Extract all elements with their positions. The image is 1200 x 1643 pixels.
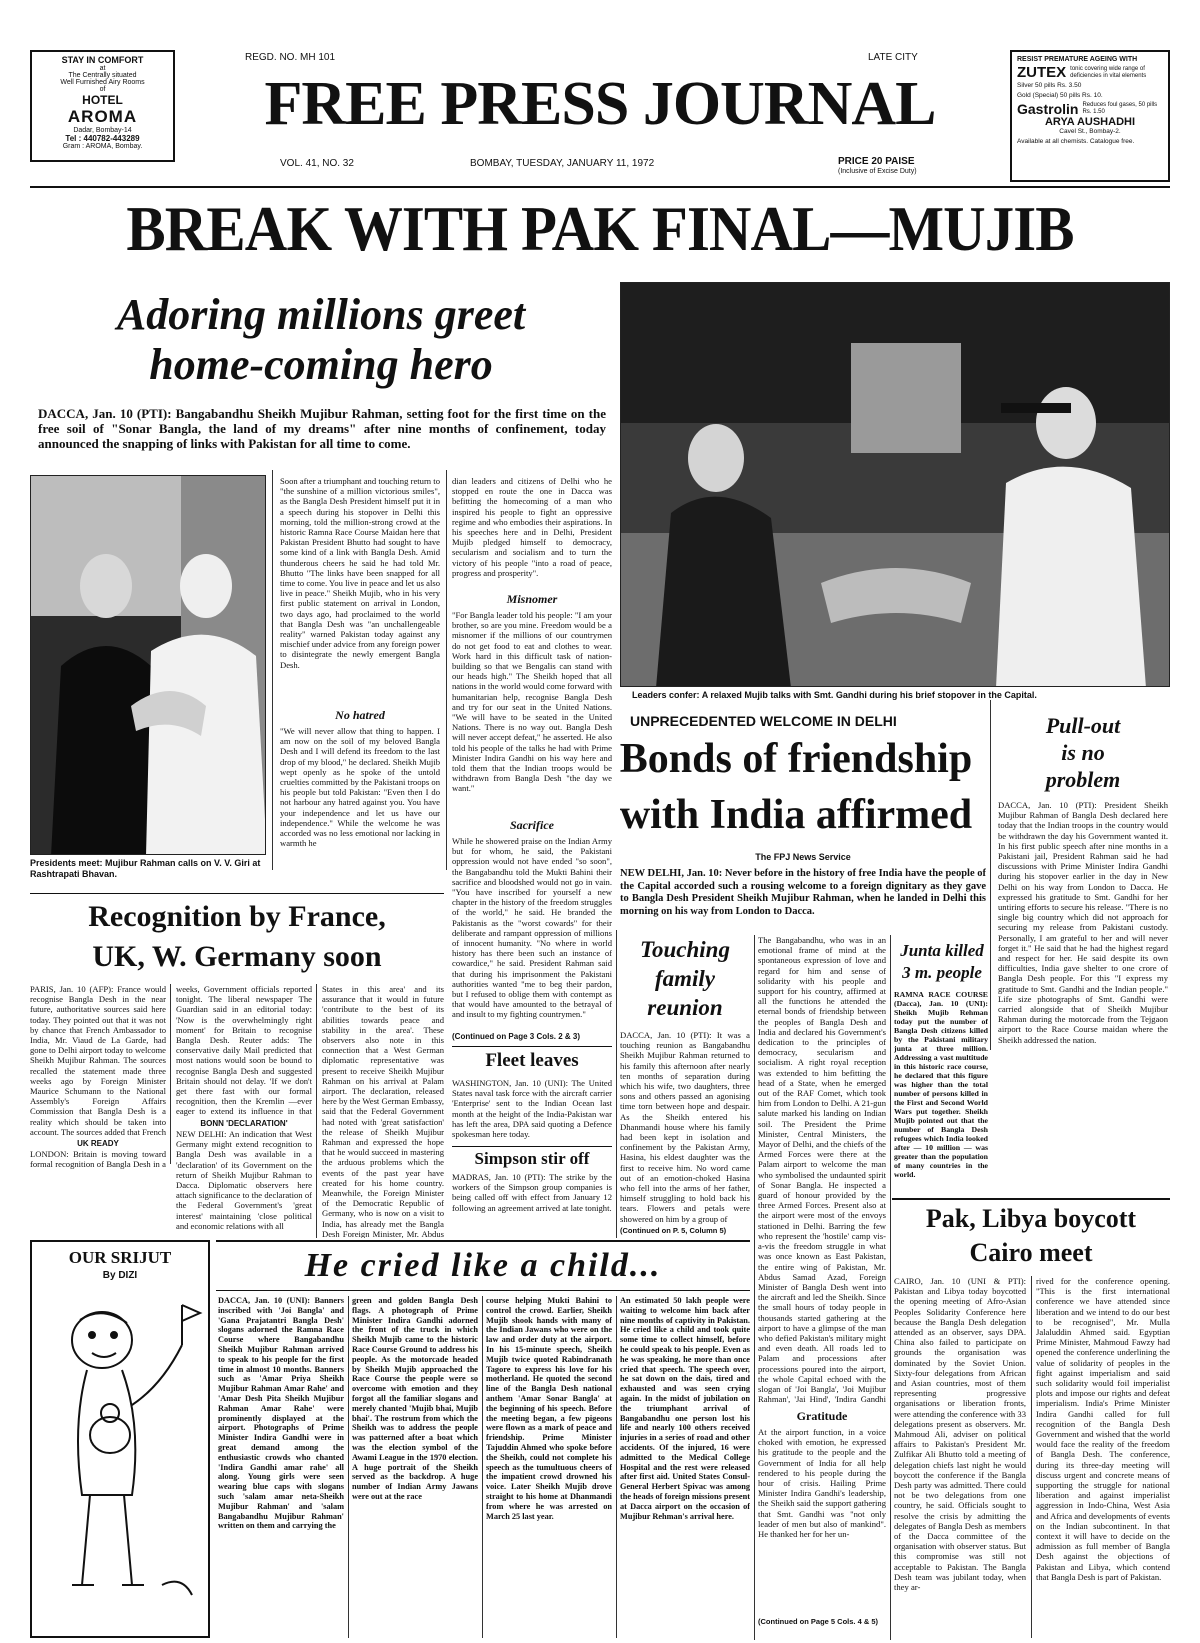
- column-rule: [348, 1296, 349, 1638]
- pullout-body: DACCA, Jan. 10 (PTI): President Sheikh Mujibur Rahman of Bangla Desh declared here today that the Indian troops in the country would be withdrawn the day his Government wanted it. In his first public speech after nine months in a Pakistani jail, President Rahman said he had discussions with Prime Minister Indira Gandhi during his stopover earlier in the day in New Delhi on his way from London to Dacca. He expressed his gratitude to Smt. Gandhi for her untiring efforts to secure his release. "There is no single big country which did not approach for securing my release from Pakistani custody. Personally, I am grateful to her and will never forget it." He said that he had the highest regard and respect for her. He said despite its own difficulties, India gave shelter to one crore of Bangla Desh people. For this "I express my gratitude to Smt. Gandhi and the Indian people." Life size photographs of Smt. Gandhi were carried alongside that of Sheikh Mujibur Rahman during the motorcade from the Tejgaon airport to the Race Course maidan where the Sheikh addressed the nation.: [998, 800, 1168, 1045]
- pullout-headline-line: problem: [1045, 767, 1121, 792]
- column-rule: [482, 1296, 483, 1638]
- section-rule: [216, 1240, 750, 1242]
- edition-label: LATE CITY: [868, 52, 918, 63]
- srijut-cartoon-figure: [32, 1285, 208, 1625]
- lead-body: "For Bangla leader told his people: "I am your brother, so are you mine. Freedom would be a misnomer if the millions of our countrymen do not get food to eat and clothes to wear. Work hard in this difficult task of nation-building so that we Bengalis can stand with our heads high." The Sheikh hoped that all nations in the world would come forward with humanitarian help, recognise Bangla Desh and try for our seat in the United Nations. "We will have to be seated in the United Nations. There is no way out. Bangla Desh will never accept defeat," he asserted. He also told his people of the talks he had with Prime Minister Indira Gandhi on his way here and told them that the Indian troops would be withdrawn from Bangla Desh "the day we want.": [452, 610, 612, 794]
- ad-line: Cavel St., Bombay-2.: [1059, 128, 1121, 135]
- section-rule: [892, 1198, 1170, 1200]
- presidents-meet-caption: Presidents meet: Mujibur Rahman calls on V. V. Giri at Rashtrapati Bhavan.: [30, 858, 261, 879]
- column-rule: [890, 935, 891, 1640]
- photo-figures: [31, 476, 266, 855]
- cartoon-byline: By DIZI: [102, 1270, 138, 1281]
- simpson-body: MADRAS, Jan. 10 (PTI): The strike by the workers of the Simpson group companies is being called off with effect from January 12 following an agreement arrived at late tonight.: [452, 1172, 612, 1213]
- issue-date: BOMBAY, TUESDAY, JANUARY 11, 1972: [470, 158, 655, 169]
- column-rule: [1031, 1276, 1032, 1638]
- bonds-column: [758, 935, 886, 1640]
- pullout-headline-line: Pull-out: [1045, 713, 1121, 738]
- ad-line: tonic covering wide range of deficiencies in vital elements: [1070, 66, 1147, 79]
- bonds-headline: Bonds of friendship: [619, 736, 973, 782]
- recognition-body: weeks, Government officials reported tonight. The liberal newspaper The Guardian said in an editorial today: 'Now is the overwhelmingly right moment' for Britain to recognise Bangla Desh. Reuter adds: The conservative daily Mail predicted that most nations would soon be bound to recognise Bangla Desh and suggested Britain should not delay. 'If we don't get there fast with our formal recognition, then the Kremlin —ever eager to extend its influence in that: [176, 984, 312, 1117]
- masthead-rule: [30, 186, 1170, 188]
- lead-column-2: [452, 476, 612, 1041]
- libya-body: rived for the conference opening. "This is the first international conference we have attended since liberation and we intend to do our best to be recognised", Mr. Mulla Jalaluddin Ahmed said. Egyptian Prime Minister, Mahmoud Fawzy had opened the conference underlining the value of solidarity of peoples in the fight against imperialism and said such solidarity would foil imperialist plots and impose our rights and defeat imperialism. India's Prime Minister Indira Gandhi called for full recognition of the Bangla Desh Government and wished that the world would face the reality of the freedom of Bangla Desh. The conference, during its three-day meeting will discuss urgent and concrete means of supporting the struggle for national liberation and against imperialist aggression in Indo-China, West Asia and Africa and developments of events on the Indian subcontinent. In that context it will have to decide on the admission as full member of Bangla Desh against the objections of Pakistan and Libya, which contend that Bangla Desh is part of Pakistan.: [1036, 1276, 1170, 1582]
- recognition-body: LONDON: Britain is moving toward formal recognition of Bangla Desh in a: [30, 1149, 166, 1170]
- ad-line: STAY IN COMFORT: [61, 55, 144, 65]
- ad-maker: ARYA AUSHADHI: [1044, 116, 1136, 128]
- ad-line: of: [99, 86, 106, 93]
- cartoon-title: OUR SRIJUT: [68, 1248, 172, 1267]
- bonds-body: At the airport function, in a voice choked with emotion, he expressed his gratitude to the people and the Government of India for all help rendered to his people during the hour of crisis. Hailing Prime Minister Indira Gandhi's leadership, the Sheikh said the support gathering that Smt. Gandhi was "not only leader of men but also of mankind". He thanked her for her un-: [758, 1427, 886, 1540]
- lead-body: "We will never allow that thing to happen. I am now on the soil of my beloved Bangla Desh and I will defend its freedom to the last drop of my blood," he declared. Sheikh Mujib wept openly as he spoke of the untold cruelties committed by the Pakistani troops on his people but told Pakistan: "Even then I do not harbour any hatred against you. You have your independence and let us have our independence." While the welcome he was accorded was no less emotional nor lacking in warmth he: [280, 726, 440, 849]
- lead-body: While he showered praise on the Indian Army but for whom, he said, the Pakistani oppression would not have ended "so soon", the Bangabandhu told the Mukti Bahini their sacrifice and bloodshed would not go in vain. "You have inscribed for yourself a new chapter in the history of the freedom struggles of the world," he said. He branded the Pakistanis as the "worst cowards" for their deliberate and rampant oppression of millions of innocent humanity. "No where in world history has there been such an instance of cowardice," he said. President Rahman said that during his imprisonment the Pakistani authorities wanted "me to beg their pardon, but I refused to oblige them with contempt as that would have amounted to the betrayal of and insult to my fighting countrymen.": [452, 836, 612, 1020]
- lead-subhead: Misnomer: [506, 592, 558, 606]
- section-rule: [452, 1046, 612, 1047]
- bonds-headline: with India affirmed: [619, 792, 973, 838]
- srijut-cartoon-box: [30, 1240, 210, 1638]
- continued-note: (Continued on Page 3 Cols. 2 & 3): [452, 1032, 581, 1041]
- ad-hotel: HOTEL: [82, 93, 123, 107]
- column-rule: [272, 470, 273, 870]
- column-rule: [616, 930, 617, 1238]
- fleet-body: WASHINGTON, Jan. 10 (UNI): The United States naval task force with the aircraft carrier 'Enterprise' sent to the Indian Ocean last month at the height of the India-Pakistan war has left the area, DPA said quoting a Defence spokesman here today.: [452, 1078, 612, 1140]
- presidents-meet-photo: [30, 475, 266, 855]
- bonds-kicker: UNPRECEDENTED WELCOME IN DELHI: [630, 713, 897, 729]
- continued-note: (Continued on Page 5 Cols. 4 & 5): [758, 1617, 879, 1626]
- bonds-body: The Bangabandhu, who was in an emotional frame of mind at the spontaneous expression of love and regard for him and sense of solidarity with his people and support for his country, affirmed at all the functions he attended the eternal bonds of friendship between the peoples of Bangla Desh and India and declared his Government's dedication to the principles of democracy, secularism and socialism. A right royal reception was extended to him befitting the head of a State, when he emerged out of the RAF Comet, which took him from London to Delhi. A 21-gun salute marked his landing on Indian soil. The President the Prime Minister, Central Ministers, the Mayor of Delhi, and the chiefs of the Armed Forces were there at the Palam airport to welcome the man who symbolised the undaunted spirit of Sonar Bangla. He inspected a guard of honour provided by the three Armed Forces. Present also at the airport were most of the envoys stationed in Delhi. Barring the few who represent the 'hostile' camp vis-a-vis the freedom struggle in what was once known as East Pakistan, the entire wing of Pakistan, Mr. Abdus Samad Azad, Foreign Minister of Bangla Desh went into the aircraft and led the Sheikh. Since the small hours of today people in thousands started gathering at the airport to have a glimpse of the man who defied Pakistan's military might and even death. All roads led to Palam and processions after processions poured into the airport, the whole Capital echoed with the slogan of 'Joi Bangla', 'Joi Mujibur Rahman', 'Jai Hind', 'Indira Gandhi: [758, 935, 886, 1405]
- ad-line: The Centrally situated: [68, 72, 137, 79]
- column-rule: [446, 470, 447, 870]
- lead-headline: Adoring millions greet: [116, 290, 526, 339]
- bonds-byline: The FPJ News Service: [755, 852, 851, 862]
- bonds-intro: NEW DELHI, Jan. 10: Never before in the history of free India have the people of the Capital accorded such a rousing welcome to a foreign dignitary as they gave to Bangla Desh President Sheikh Mujibur Rahman, when he landed in Delhi this morning on his way from London to Dacca.: [620, 868, 986, 917]
- pullout-headline: [996, 712, 1170, 793]
- junta-body: RAMNA RACE COURSE (Dacca), Jan. 10 (UNI): Sheikh Mujib Rehman today put the number of Bangla Desh citizens killed by the Pakistani military junta at three million. Addressing a vast multitude in this historic race course, he declared that this figure was higher than the total number of persons killed in the First and Second World Wars put together. Sheikh Mujib pointed out that the number of Bangla Desh refugees which India looked after — 10 million — was greater than the population of many countries in the world.: [894, 990, 988, 1179]
- child-headline: He cried like a child...: [304, 1247, 662, 1284]
- ad-line: at: [99, 65, 106, 72]
- fleet-headline: Fleet leaves: [485, 1050, 579, 1071]
- ad-gram: Gram : AROMA, Bombay.: [62, 143, 143, 150]
- junta-headline-line: Junta killed: [900, 941, 984, 960]
- bonds-subhead: Gratitude: [796, 1409, 848, 1423]
- recognition-body: NEW DELHI: An indication that West Germany might extend recognition to Bangla Desh was available in a 'declaration' of its Government on the return of Sheikh Mujibur Rahman to Dacca. Diplomatic observers here attach significance to the declaration of the Federal Government's 'great interest' maintaining 'close political and economic relations with all: [176, 1129, 312, 1231]
- reunion-headline: [620, 935, 750, 1022]
- reunion-headline-line: reunion: [647, 995, 723, 1020]
- recognition-body: PARIS, Jan. 10 (AFP): France would recognise Bangla Desh in the near future, authoritative sources said here today. They pointed out that it was not by chance that French Ambassador to India, Mr. Viaud de La Garde, had gone to Delhi airport today to welcome Sheikh Mujibur Rahman. The sources recalled the statement made three weeks ago by Foreign Minister Maurice Schumann to the National Assembly's Foreign Affairs Commission that Bangla Desh is a reality which should be taken into account. The sources added that French: [30, 984, 166, 1137]
- recognition-subhead: UK READY: [77, 1139, 119, 1148]
- ad-line: Reduces foul gases, 50 pills Rs. 1.50: [1082, 102, 1158, 115]
- reunion-headline-line: family: [654, 966, 716, 991]
- column-rule: [616, 1296, 617, 1638]
- column-rule: [170, 984, 171, 1164]
- leaders-confer-photo: [620, 282, 1170, 687]
- lead-body: Soon after a triumphant and touching return to "the sunshine of a million victorious smiles", as the Bangla Desh President himself put it in a speech during his stopover in Delhi this morning, told the million-strong crowd at the historic Ramna Race Course Maidan here that Pakistan President Bhutto had sought to have some kind of a link with Bangla Desh. Amid thunderous cheers he said he had told Mr. Bhutto "The links have been snapped for all time to come. You live in peace and let us also live in peace." Sheikh Mujib, who in his very first public statement on arrival in London, two days ago, had proclaimed to the world that Bangla Desh was "an unchallengeable reality" warned Pakistan today against any mischief under advice from any foreign power to disintegrate the newly emergent Bangla Desh.: [280, 476, 440, 670]
- ad-line: RESIST PREMATURE AGEING WITH: [1017, 56, 1138, 63]
- volume-number: VOL. 41, NO. 32: [280, 158, 354, 169]
- recognition-subhead: BONN 'DECLARATION': [200, 1119, 288, 1128]
- price: PRICE 20 PAISE: [838, 156, 915, 167]
- ad-line: Well Furnished Airy Rooms: [60, 79, 145, 86]
- junta-headline-line: 3 m. people: [902, 963, 982, 982]
- libya-headline: Cairo meet: [969, 1238, 1093, 1267]
- photo-figures: [621, 283, 1170, 687]
- ad-line: Gold (Special) 50 pills Rs. 10.: [1017, 92, 1103, 99]
- libya-headline: Pak, Libya boycott: [925, 1204, 1137, 1233]
- reunion-body: DACCA, Jan. 10 (PTI): It was a touching reunion as Bangabandhu Sheikh Mujibur Rahman returned to his family this afternoon after nearly ten months of separation during which his wife, two daughters, three sons and others passed an agonising time torn between hope and despair. As the Sheikh entered his Dhanmandi house where his family had been kept in isolation and confinement by the Pakistan Army, Hasina, his eldest daughter was the first to receive him. No word came out of an emotion-choked Hasina who fell into the arms of her father, himself struggling to hold back his tears. Flowers and petals were showered on him by a group of: [620, 1030, 750, 1224]
- simpson-headline: Simpson stir off: [474, 1149, 590, 1168]
- column-rule: [316, 984, 317, 1238]
- recognition-column-2: [176, 984, 312, 1238]
- lead-column-1: [280, 476, 440, 880]
- newspaper-title: FREE PRESS JOURNAL: [264, 70, 936, 138]
- recognition-body: States in this area' and its assurance that it would in future 'contribute to the best of its abilities towards peace and stability in the area'. These observers also note in this connection that a West German diplomatic representative was present to receive Sheikh Mujibur Rahman on his arrival at Palam airport. The declaration, released here by the West German Embassy, said that the Federal Government had noted with 'great satisfaction' the release of Sheikh Mujibur Rahman and expressed the hope that he would succeed in mastering the arduous problems which the events of the past year have created for his home country. Meanwhile, the Foreign Minister of the Democratic Republic of Germany, who is now on a visit to India, has already met the Bangla Desh Foreign Minister, Mr. Abdus: [322, 984, 444, 1238]
- lead-subhead: No hatred: [335, 708, 385, 722]
- hotel-aroma-ad: [30, 50, 175, 162]
- child-body: green and golden Bangla Desh flags. A photograph of Prime Minister Indira Gandhi adorned the front of the truck in which Sheikh Mujib came to the historic Race Course Ground to address his people. As the motorcade headed by Sheikh Mujib approached the Race Course the people were so overcome with emotion and they forgot all the familiar slogans and merely chanted 'Mujib bhai, Mujib bhai'. The rostrum from which the Sheikh was to address the people was patterned after a boat which was the election symbol of the Awami League in the 1970 election. A huge portrait of the Sheikh served as the backdrop. A huge number of Indian Army Jawans were out at the race: [352, 1296, 478, 1501]
- libya-body: CAIRO, Jan. 10 (UNI & PTI): Pakistan and Libya today boycotted the opening meeting of Afro-Asian Peoples Solidarity Conference here because the Bangla Desh delegation attended as an observer, says DPA. China also failed to participate on grounds the organisation was dominated by the Soviet Union. Sixty-four delegations from African and Asian countries, most of them representing progressive organisations or liberation fronts, were attending the conference with 33 delegations present as observers. Mr. Mahmoud Ali, adviser on political affairs to Pakistan's President Mr. Zulfikar Ali Bhutto told a meeting of delegation chiefs last night he would boycott the conference if the Bangla Desh party was admitted. There could not be two delegations from one country, he said. Officials sought to resolve the crisis by admitting the delegates of Bangla Desh as members of the Dacca committee of the organisation with observer status. But this compromise was still not acceptable to Pakistan. The Bangla Desh team was jubilant today, when they ar-: [894, 1276, 1026, 1593]
- child-body: course helping Mukti Bahini to control the crowd. Earlier, Sheikh Mujib shook hands with many of the Indian Jawans who were on the law and order duty at the airport. In his 15-minute speech, Sheikh Mujib twice quoted Rabindranath Tagore to express his love for his motherland. He quoted the second line of the Bangla Desh national anthem 'Amar Sonar Bangla' at the beginning of his speech. Before the meeting began, a few pigeons were flown as a mark of peace and friendship. Prime Minister Tajuddin Ahmed who spoke before the Sheikh, could not complete his speech as the tumultuous cheers of the impatient crowd drowned his voice. Later Sheikh Mujib drove straight to his home at Dhanmandi from where he was arrested on March 25 last year.: [486, 1296, 612, 1521]
- column-rule: [990, 700, 991, 1050]
- section-rule: [216, 1290, 750, 1291]
- price-note: (Inclusive of Excise Duty): [838, 168, 917, 175]
- ad-tel: Tel : 440782-443289: [65, 134, 140, 143]
- child-body: An estimated 50 lakh people were waiting to welcome him back after nine months of captivity in Pakistan. He cried like a child and took quite some time to collect himself, before he could speak to his people. Even as he was speaking, he more than once cried that speech. The speech over, he sat down on the dais, tired and exhausted and was seen crying again. In the midst of jubilation on the triumphant arrival of Bangabandhu one person lost his life and nearly 100 others received injuries in a series of road and other accidents. Of the injured, 16 were admitted to the Medical College Hospital and the rest were released after first aid. United States Consul-General Herbert Spivac was among the heads of foreign missions present at Dacca airport on the occasion of Mujibur Rehman's arrival here.: [620, 1296, 750, 1521]
- zutex-ad: [1010, 50, 1170, 182]
- continued-note: (Continued on P. 5, Column 5): [620, 1226, 727, 1235]
- ad-brand: Gastrolin: [1017, 101, 1079, 117]
- reunion-headline-line: Touching: [640, 937, 730, 962]
- recognition-column-1: [30, 984, 166, 1172]
- lead-body: dian leaders and citizens of Delhi who he stopped en route the one in Dacca was befitting the homecoming of a man who inspired his people to fight an oppressive regime and who embodies their aspirations. In his speeches here and in Delhi, President Mujib pledged himself to democracy, secularism and socialism and to turn the victory of his people "into a road of peace, progress and prosperity".: [452, 476, 612, 578]
- registration-number: REGD. NO. MH 101: [245, 52, 336, 63]
- column-rule: [754, 935, 755, 1640]
- section-rule: [452, 1146, 612, 1147]
- lead-subhead: Sacrifice: [510, 818, 554, 832]
- lead-headline: home-coming hero: [149, 340, 493, 389]
- banner-headline: BREAK WITH PAK FINAL—MUJIB: [126, 193, 1074, 264]
- ad-line: Silver 50 pills Rs. 3.50: [1017, 82, 1082, 89]
- ad-brand: ZUTEX: [1017, 64, 1067, 81]
- pullout-headline-line: is no: [1061, 740, 1105, 765]
- recognition-headline: Recognition by France,: [88, 900, 386, 933]
- ad-address: Dadar, Bombay-14: [73, 127, 132, 134]
- child-body: DACCA, Jan. 10 (UNI): Banners inscribed with 'Joi Bangla' and 'Gana Prajatantri Bangla Desh' slogans adorned the Ramna Race Course where Bangabandhu Sheikh Mujibur Rahman arrived to speak to his people for the first time in almost 10 months. Banners such as 'Amar Priya Sheikh Mujibur Rahman Amar Rahe' and 'Amar Desh Pita Sheikh Mujibur Rahman Amar Rahe' were prominently displayed at the airport. Photographs of Prime Minister Indira Gandhi were in great demand among the enthusiastic crowds who chanted 'Indira Gandhi amar rahe' all along. Young girls were seen wearing blue caps with slogans such 'salam amar neta-Sheikh Mujibur Rahman' and 'salam Bangabandhu Mujibur Rahman' written on them and carrying the: [218, 1296, 344, 1531]
- ad-brand: AROMA: [67, 107, 138, 126]
- recognition-headline: UK, W. Germany soon: [92, 940, 382, 973]
- ad-line: Available at all chemists. Catalogue free.: [1017, 138, 1135, 145]
- junta-headline: [894, 940, 990, 984]
- lead-intro: DACCA, Jan. 10 (PTI): Bangabandhu Sheikh Mujibur Rahman, setting foot for the first time on the free soil of "Sonar Bangla, the land of my dreams" after nine months of confinement, today announced the snapping of links with Pakistan for all time to come.: [38, 406, 606, 451]
- leaders-confer-caption: Leaders confer: A relaxed Mujib talks with Smt. Gandhi during his brief stopover in the Capital.: [632, 690, 1037, 700]
- section-rule: [30, 893, 444, 894]
